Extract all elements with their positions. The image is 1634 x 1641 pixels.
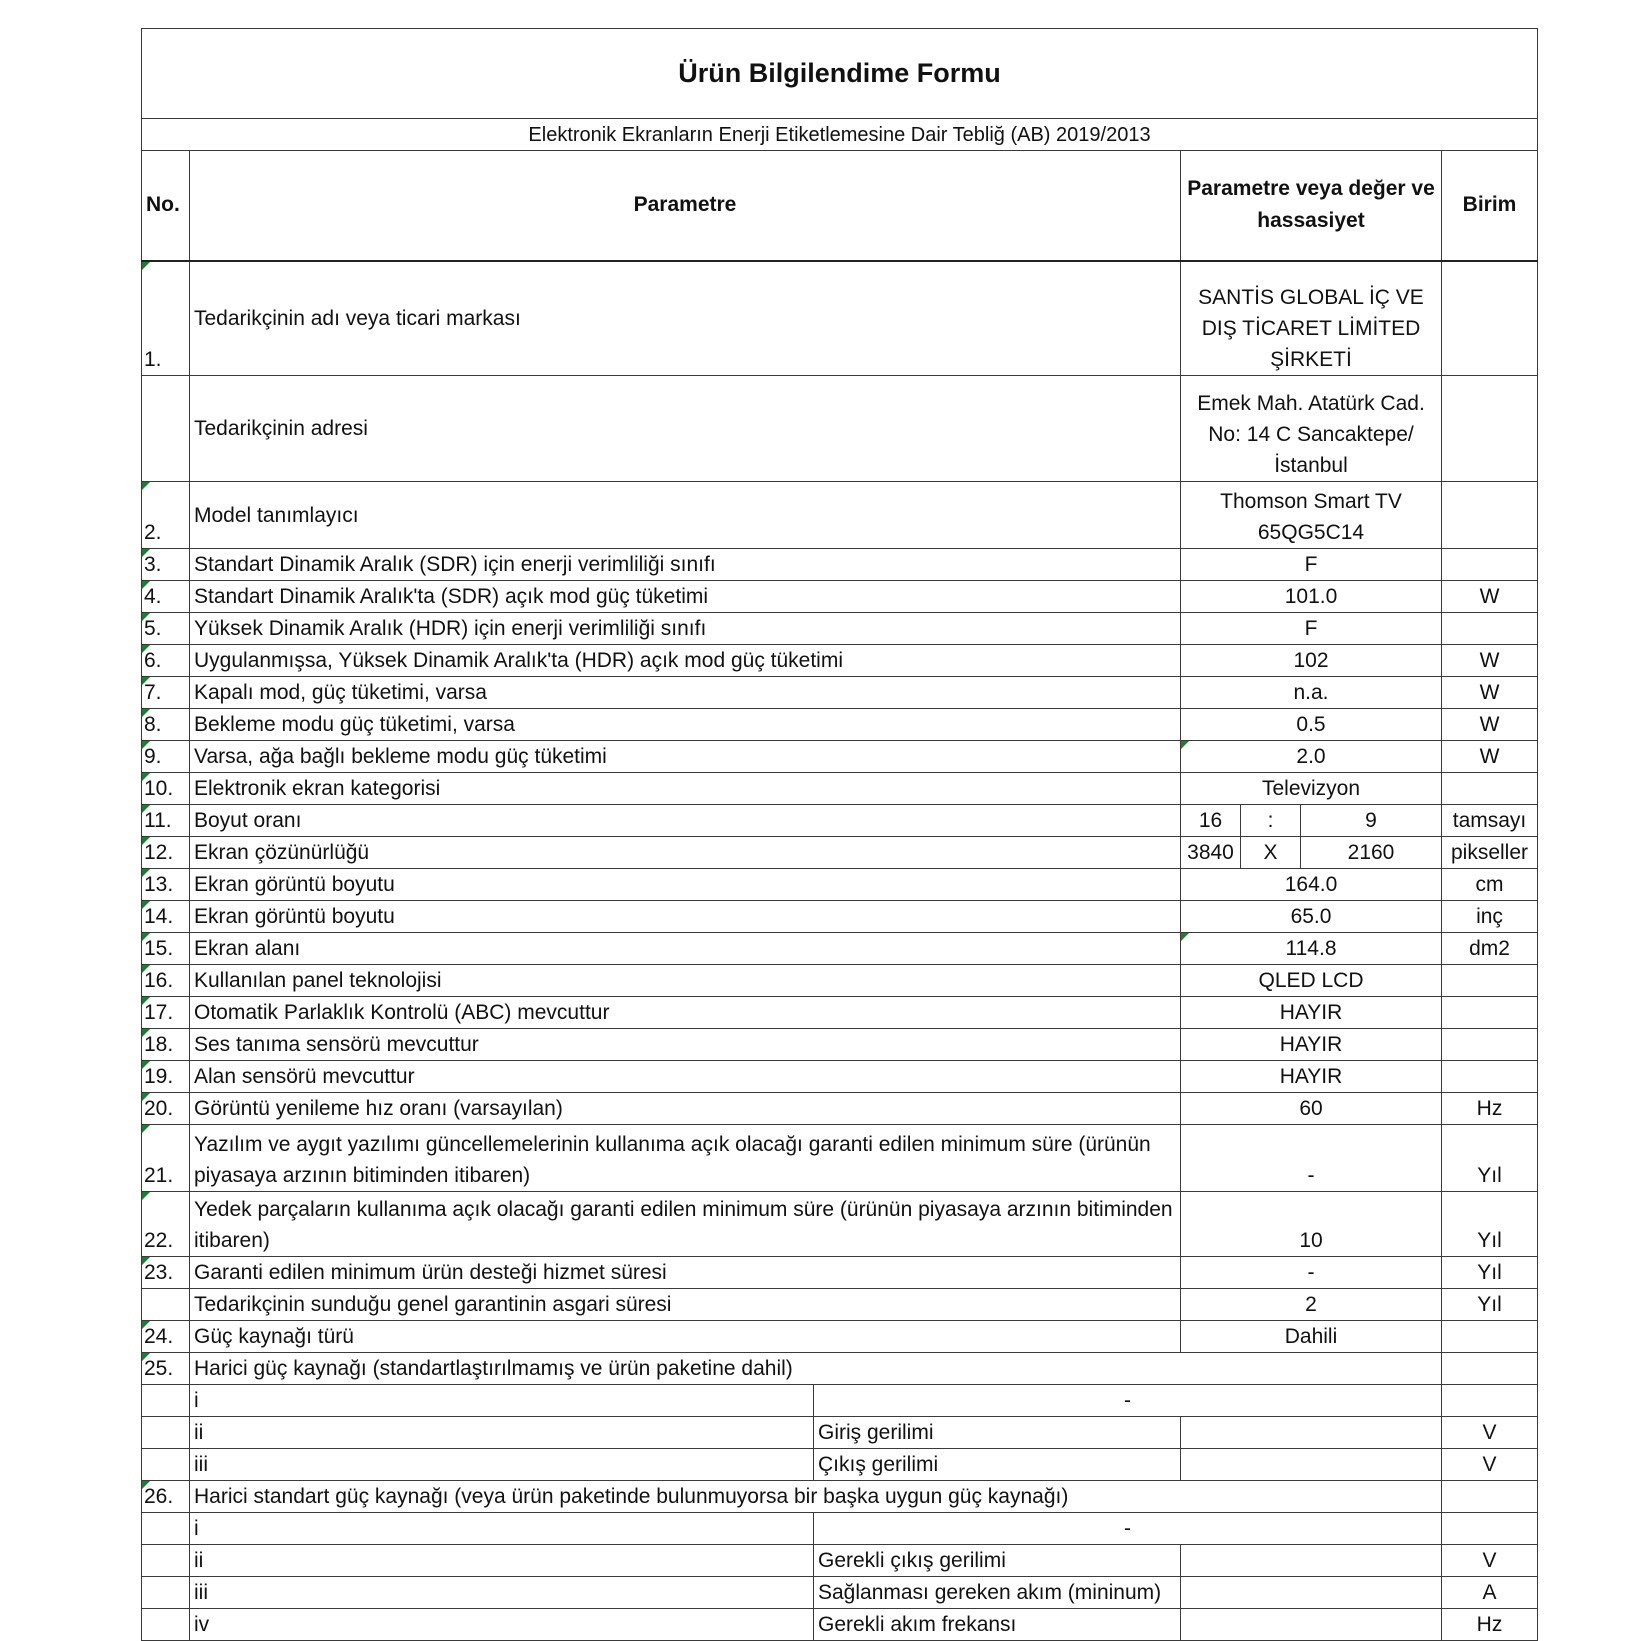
row-number: 16. xyxy=(142,965,190,997)
row-parameter: Harici güç kaynağı (standartlaştırılmamış ve ürün paketine dahil) xyxy=(190,1353,1442,1385)
row-value: Dahili xyxy=(1181,1321,1442,1353)
row-value: - xyxy=(1181,1125,1442,1192)
row-unit: pikseller xyxy=(1442,837,1538,869)
row-unit: Yıl xyxy=(1442,1192,1538,1257)
sub-row-index: i xyxy=(190,1513,814,1545)
row-number: 25. xyxy=(142,1353,190,1385)
row-unit xyxy=(1442,1513,1538,1545)
row-number: 9. xyxy=(142,741,190,773)
row-unit xyxy=(1442,1061,1538,1093)
row-number xyxy=(142,376,190,482)
row-unit: V xyxy=(1442,1449,1538,1481)
row-parameter: Ekran alanı xyxy=(190,933,1181,965)
row-number: 13. xyxy=(142,869,190,901)
header-value: Parametre veya değer ve hassasiyet xyxy=(1181,151,1442,261)
row-value: 2 xyxy=(1181,1289,1442,1321)
aspect-ratio-height: 9 xyxy=(1301,805,1442,837)
row-value: - xyxy=(1181,1257,1442,1289)
sub-row-label: Çıkış gerilimi xyxy=(814,1449,1181,1481)
row-number: 19. xyxy=(142,1061,190,1093)
row-parameter: Varsa, ağa bağlı bekleme modu güç tüketimi xyxy=(190,741,1181,773)
resolution-width: 3840 xyxy=(1181,837,1241,869)
row-number xyxy=(142,1513,190,1545)
row-parameter: Yazılım ve aygıt yazılımı güncellemelerinin kullanıma açık olacağı garanti edilen minimum süre (ürünün piyasaya arzının bitiminden itibaren) xyxy=(190,1125,1181,1192)
row-parameter: Ekran görüntü boyutu xyxy=(190,869,1181,901)
row-unit xyxy=(1442,1029,1538,1061)
row-parameter: Tedarikçinin adresi xyxy=(190,376,1181,482)
sub-row-label: Gerekli çıkış gerilimi xyxy=(814,1545,1181,1577)
row-number xyxy=(142,1417,190,1449)
row-parameter: Tedarikçinin adı veya ticari markası xyxy=(190,261,1181,376)
row-value: Televizyon xyxy=(1181,773,1442,805)
row-parameter: Garanti edilen minimum ürün desteği hizmet süresi xyxy=(190,1257,1181,1289)
row-value: 2.0 xyxy=(1181,741,1442,773)
row-unit: Yıl xyxy=(1442,1289,1538,1321)
sub-row-index: iii xyxy=(190,1577,814,1609)
row-parameter: Yüksek Dinamik Aralık (HDR) için enerji verimliliği sınıfı xyxy=(190,613,1181,645)
header-parameter: Parametre xyxy=(190,151,1181,261)
row-parameter: Ses tanıma sensörü mevcuttur xyxy=(190,1029,1181,1061)
row-value: 10 xyxy=(1181,1192,1442,1257)
row-unit: tamsayı xyxy=(1442,805,1538,837)
sub-row-index: i xyxy=(190,1385,814,1417)
sub-row-label: Gerekli akım frekansı xyxy=(814,1609,1181,1641)
row-number: 14. xyxy=(142,901,190,933)
supplier-name-value: SANTİS GLOBAL İÇ VE DIŞ TİCARET LİMİTED ŞİRKETİ xyxy=(1181,261,1442,376)
resolution-separator: X xyxy=(1241,837,1301,869)
row-number xyxy=(142,1609,190,1641)
row-parameter: Harici standart güç kaynağı (veya ürün paketinde bulunmuyorsa bir başka uygun güç kaynağı) xyxy=(190,1481,1442,1513)
row-number: 21. xyxy=(142,1125,190,1192)
row-unit xyxy=(1442,1353,1538,1385)
row-unit: W xyxy=(1442,581,1538,613)
row-value xyxy=(1181,1449,1442,1481)
row-value xyxy=(1181,1609,1442,1641)
row-unit xyxy=(1442,376,1538,482)
model-identifier-value: Thomson Smart TV 65QG5C14 xyxy=(1181,482,1442,549)
row-value: 102 xyxy=(1181,645,1442,677)
row-number: 23. xyxy=(142,1257,190,1289)
header-no: No. xyxy=(142,151,190,261)
row-number: 26. xyxy=(142,1481,190,1513)
row-parameter: Tedarikçinin sunduğu genel garantinin asgari süresi xyxy=(190,1289,1181,1321)
sub-row-label: - xyxy=(814,1385,1442,1417)
row-parameter: Güç kaynağı türü xyxy=(190,1321,1181,1353)
row-number xyxy=(142,1545,190,1577)
row-unit: Hz xyxy=(1442,1609,1538,1641)
row-number: 6. xyxy=(142,645,190,677)
sub-row-label: Giriş gerilimi xyxy=(814,1417,1181,1449)
row-value xyxy=(1181,1545,1442,1577)
row-parameter: Standart Dinamik Aralık'ta (SDR) açık mod güç tüketimi xyxy=(190,581,1181,613)
header-unit: Birim xyxy=(1442,151,1538,261)
row-unit xyxy=(1442,1481,1538,1513)
row-unit: W xyxy=(1442,645,1538,677)
row-value: F xyxy=(1181,549,1442,581)
row-number: 12. xyxy=(142,837,190,869)
row-number xyxy=(142,1577,190,1609)
row-parameter: Elektronik ekran kategorisi xyxy=(190,773,1181,805)
row-value: HAYIR xyxy=(1181,997,1442,1029)
row-value: 101.0 xyxy=(1181,581,1442,613)
row-unit: cm xyxy=(1442,869,1538,901)
row-unit: V xyxy=(1442,1417,1538,1449)
row-unit xyxy=(1442,773,1538,805)
row-value: n.a. xyxy=(1181,677,1442,709)
row-number xyxy=(142,1449,190,1481)
row-parameter: Kullanılan panel teknolojisi xyxy=(190,965,1181,997)
row-unit: Hz xyxy=(1442,1093,1538,1125)
row-parameter: Yedek parçaların kullanıma açık olacağı garanti edilen minimum süre (ürünün piyasaya arzının bitiminden itibaren) xyxy=(190,1192,1181,1257)
aspect-ratio-separator: : xyxy=(1241,805,1301,837)
row-number xyxy=(142,1385,190,1417)
row-number: 2. xyxy=(142,482,190,549)
row-unit xyxy=(1442,1385,1538,1417)
row-number: 24. xyxy=(142,1321,190,1353)
row-number xyxy=(142,1289,190,1321)
row-unit: Yıl xyxy=(1442,1125,1538,1192)
row-parameter: Kapalı mod, güç tüketimi, varsa xyxy=(190,677,1181,709)
row-value: 65.0 xyxy=(1181,901,1442,933)
row-unit xyxy=(1442,482,1538,549)
row-value: 114.8 xyxy=(1181,933,1442,965)
row-unit: A xyxy=(1442,1577,1538,1609)
sub-row-index: ii xyxy=(190,1417,814,1449)
row-unit: inç xyxy=(1442,901,1538,933)
row-number: 3. xyxy=(142,549,190,581)
row-unit xyxy=(1442,261,1538,376)
row-value: HAYIR xyxy=(1181,1061,1442,1093)
product-info-table xyxy=(141,28,1538,1641)
sub-row-index: iii xyxy=(190,1449,814,1481)
row-unit: V xyxy=(1442,1545,1538,1577)
row-value: F xyxy=(1181,613,1442,645)
row-parameter: Standart Dinamik Aralık (SDR) için enerji verimliliği sınıfı xyxy=(190,549,1181,581)
sub-row-label: - xyxy=(814,1513,1442,1545)
row-unit: Yıl xyxy=(1442,1257,1538,1289)
row-parameter: Ekran görüntü boyutu xyxy=(190,901,1181,933)
row-unit: W xyxy=(1442,709,1538,741)
row-value: 60 xyxy=(1181,1093,1442,1125)
row-number: 20. xyxy=(142,1093,190,1125)
row-value: HAYIR xyxy=(1181,1029,1442,1061)
row-value: QLED LCD xyxy=(1181,965,1442,997)
row-parameter: Alan sensörü mevcuttur xyxy=(190,1061,1181,1093)
row-unit xyxy=(1442,613,1538,645)
row-number: 4. xyxy=(142,581,190,613)
row-number: 5. xyxy=(142,613,190,645)
row-parameter: Görüntü yenileme hız oranı (varsayılan) xyxy=(190,1093,1181,1125)
row-unit: W xyxy=(1442,677,1538,709)
supplier-address-value: Emek Mah. Atatürk Cad. No: 14 C Sancaktepe/İstanbul xyxy=(1181,376,1442,482)
product-information-sheet xyxy=(141,28,1537,1641)
sub-row-index: ii xyxy=(190,1545,814,1577)
aspect-ratio-width: 16 xyxy=(1181,805,1241,837)
row-number: 11. xyxy=(142,805,190,837)
row-value xyxy=(1181,1417,1442,1449)
row-parameter: Otomatik Parlaklık Kontrolü (ABC) mevcuttur xyxy=(190,997,1181,1029)
resolution-height: 2160 xyxy=(1301,837,1442,869)
row-unit xyxy=(1442,965,1538,997)
regulation-subtitle: Elektronik Ekranların Enerji Etiketlemesine Dair Tebliğ (AB) 2019/2013 xyxy=(142,119,1538,151)
row-number: 22. xyxy=(142,1192,190,1257)
row-parameter: Boyut oranı xyxy=(190,805,1181,837)
row-number: 7. xyxy=(142,677,190,709)
row-number: 17. xyxy=(142,997,190,1029)
row-parameter: Ekran çözünürlüğü xyxy=(190,837,1181,869)
row-unit xyxy=(1442,549,1538,581)
row-unit xyxy=(1442,1321,1538,1353)
row-value: 0.5 xyxy=(1181,709,1442,741)
sub-row-label: Sağlanması gereken akım (mininum) xyxy=(814,1577,1181,1609)
row-parameter: Model tanımlayıcı xyxy=(190,482,1181,549)
row-number: 18. xyxy=(142,1029,190,1061)
row-parameter: Uygulanmışsa, Yüksek Dinamik Aralık'ta (HDR) açık mod güç tüketimi xyxy=(190,645,1181,677)
row-number: 1. xyxy=(142,261,190,376)
row-number: 10. xyxy=(142,773,190,805)
row-value xyxy=(1181,1577,1442,1609)
sub-row-index: iv xyxy=(190,1609,814,1641)
row-parameter: Bekleme modu güç tüketimi, varsa xyxy=(190,709,1181,741)
row-unit: dm2 xyxy=(1442,933,1538,965)
form-title: Ürün Bilgilendime Formu xyxy=(142,29,1538,119)
row-number: 8. xyxy=(142,709,190,741)
row-number: 15. xyxy=(142,933,190,965)
row-unit xyxy=(1442,997,1538,1029)
row-unit: W xyxy=(1442,741,1538,773)
row-value: 164.0 xyxy=(1181,869,1442,901)
